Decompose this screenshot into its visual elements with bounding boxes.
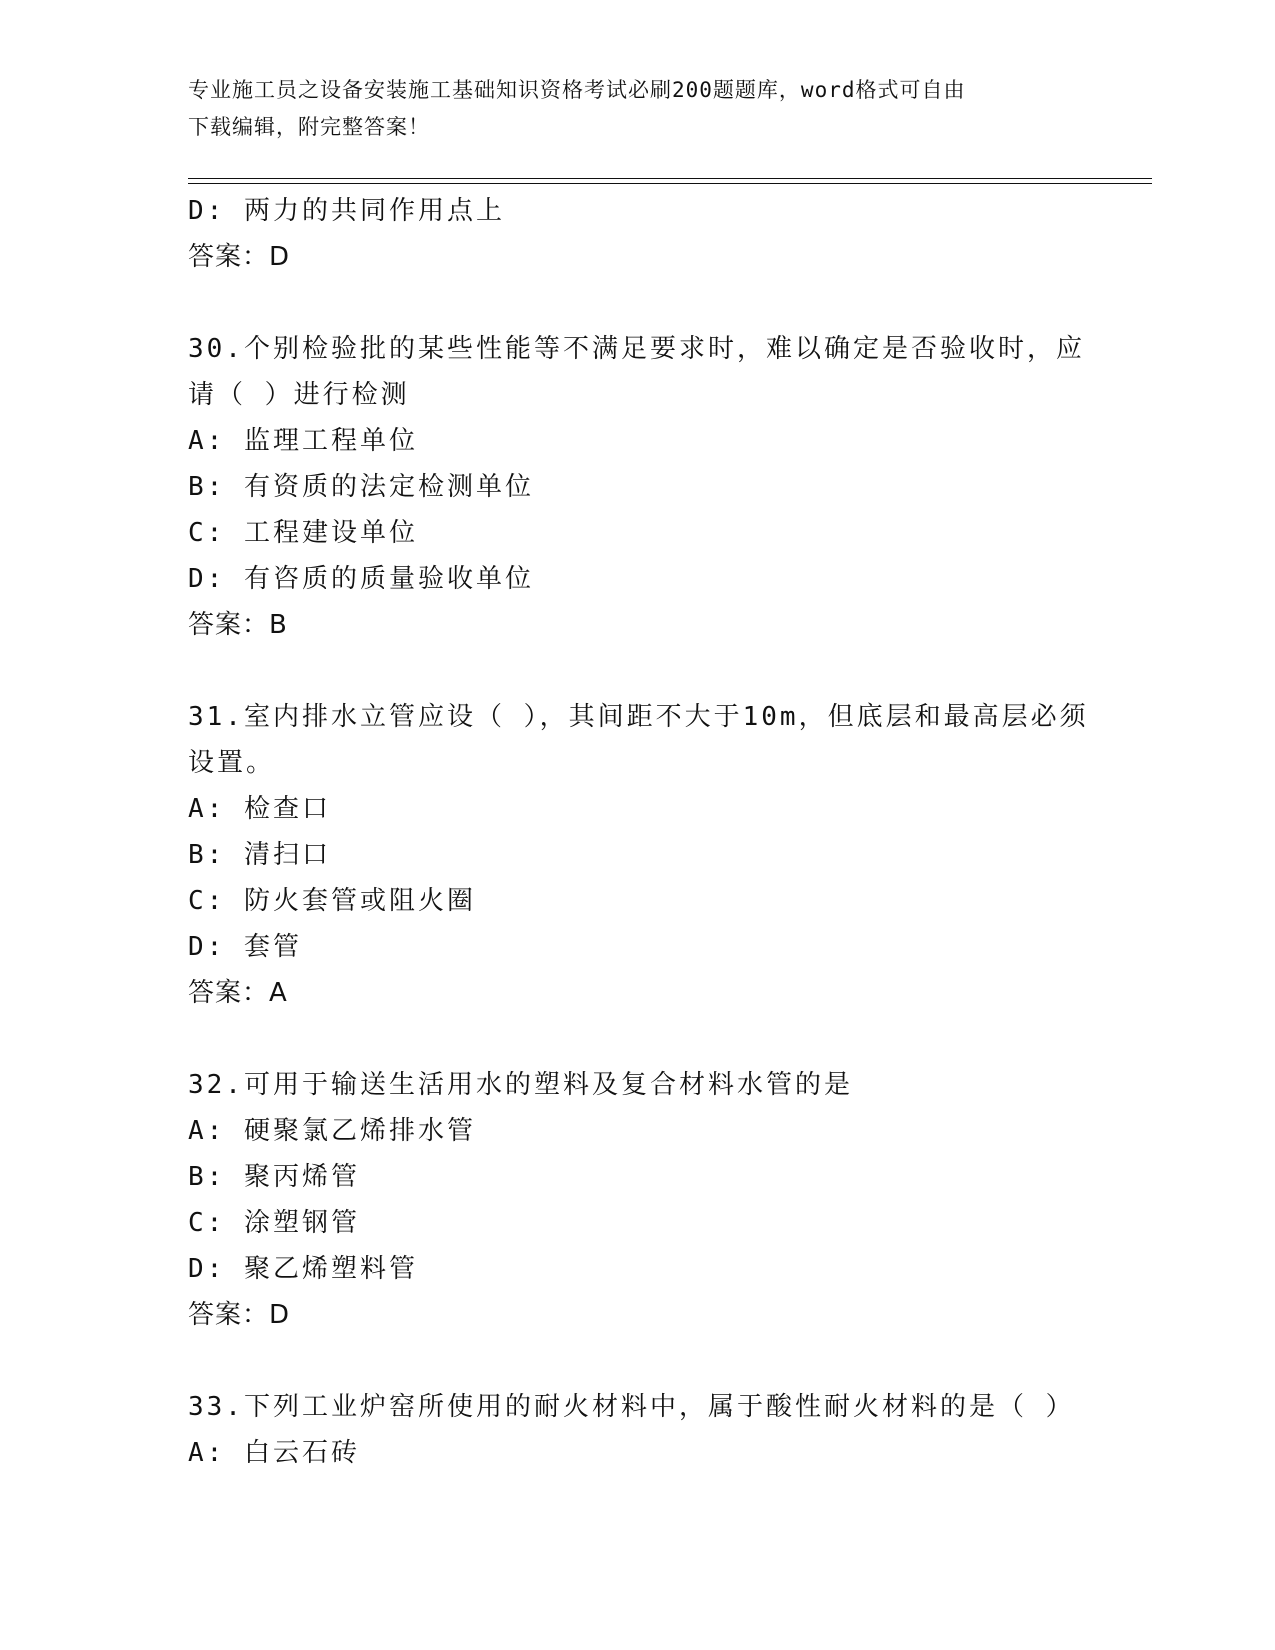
spacer	[188, 1016, 1088, 1062]
answer-line: 答案：A	[188, 978, 288, 1008]
question-stem: 30.个别检验批的某些性能等不满足要求时，难以确定是否验收时，应	[188, 334, 1085, 364]
spacer	[188, 1338, 1088, 1384]
question-stem: 31.室内排水立管应设（ ），其间距不大于10m，但底层和最高层必须	[188, 702, 1089, 732]
question-stem-continued: 设置。	[188, 748, 276, 778]
option-d: D: 有咨质的质量验收单位	[188, 564, 534, 594]
previous-question-tail	[188, 188, 1088, 280]
option-b: B: 聚丙烯管	[188, 1162, 360, 1192]
option-d: D: 聚乙烯塑料管	[188, 1254, 418, 1284]
spacer	[188, 648, 1088, 694]
header-divider-bottom	[188, 183, 1152, 184]
option-a: A: 白云石砖	[188, 1438, 360, 1468]
option-c: C: 防火套管或阻火圈	[188, 886, 476, 916]
option-b: B: 有资质的法定检测单位	[188, 472, 534, 502]
answer-line: 答案：D	[188, 1300, 291, 1330]
header-line-2: 下载编辑，附完整答案！	[188, 115, 430, 139]
option-d: D: 两力的共同作用点上	[188, 196, 505, 226]
option-a: A: 硬聚氯乙烯排水管	[188, 1116, 476, 1146]
question-31	[188, 694, 1088, 1016]
option-b: B: 清扫口	[188, 840, 331, 870]
question-30	[188, 326, 1088, 648]
question-stem-continued: 请（ ）进行检测	[188, 380, 410, 410]
question-32	[188, 1062, 1088, 1338]
question-stem: 33.下列工业炉窑所使用的耐火材料中，属于酸性耐火材料的是（ ）	[188, 1392, 1075, 1422]
document-header	[188, 72, 1088, 146]
option-c: C: 涂塑钢管	[188, 1208, 360, 1238]
answer-line: 答案：D	[188, 242, 291, 272]
header-line-1: 专业施工员之设备安装施工基础知识资格考试必刷200题题库，word格式可自由	[188, 78, 966, 102]
question-33	[188, 1384, 1088, 1476]
spacer	[188, 280, 1088, 326]
option-d: D: 套管	[188, 932, 302, 962]
question-content	[188, 188, 1088, 1476]
option-a: A: 监理工程单位	[188, 426, 418, 456]
question-stem: 32.可用于输送生活用水的塑料及复合材料水管的是	[188, 1070, 853, 1100]
option-c: C: 工程建设单位	[188, 518, 418, 548]
answer-line: 答案：B	[188, 610, 288, 640]
header-divider-top	[188, 178, 1152, 179]
option-a: A: 检查口	[188, 794, 331, 824]
